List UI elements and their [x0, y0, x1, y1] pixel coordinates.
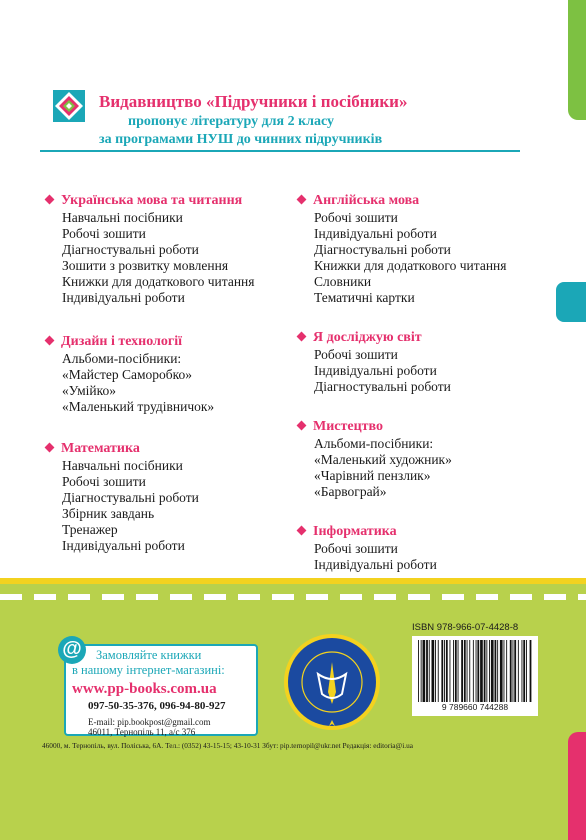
section-title: Інформатика [296, 522, 506, 541]
list-item: «Майстер Саморобко» [62, 367, 193, 382]
list-item: «Чарівний пензлик» [314, 468, 431, 483]
section-design [44, 332, 254, 415]
list-item: Робочі зошити [314, 347, 398, 362]
list-item: Навчальні посібники [62, 210, 183, 225]
order-text-1: Замовляйте книжки [96, 648, 202, 662]
list-item: Індивідуальні роботи [62, 290, 185, 305]
list-item: Індивідуальні роботи [62, 538, 185, 553]
section-math [44, 439, 254, 554]
isbn-text: ISBN 978-966-07-4428-8 [412, 622, 519, 633]
header-divider [40, 150, 520, 152]
list-item: Збірник завдань [62, 506, 155, 521]
barcode [412, 636, 538, 716]
section-title: Українська мова та читання [44, 191, 254, 210]
list-item: «Умійко» [62, 383, 117, 398]
list-item: «Маленький художник» [314, 452, 452, 467]
list-item: Діагностувальні роботи [314, 379, 451, 394]
publisher-title: Видавництво «Підручники і посібники» [99, 92, 408, 111]
list-item: Діагностувальні роботи [314, 242, 451, 257]
yellow-stripe [0, 578, 586, 584]
diamond-bullet-icon [297, 332, 307, 342]
list-item: Індивідуальні роботи [314, 557, 437, 572]
email-text: E-mail: pip.bookpost@gmail.com [88, 717, 211, 727]
edge-tab-teal [556, 282, 586, 322]
list-item: Діагностувальні роботи [62, 490, 199, 505]
edge-tab-green [568, 0, 586, 120]
list-item: Альбоми-посібники: [314, 436, 434, 451]
list-item: Робочі зошити [62, 226, 146, 241]
dashed-decor [0, 594, 586, 600]
list-item: Книжки для додаткового читання [62, 274, 255, 289]
footer-contacts: 46000, м. Тернопіль, вул. Поліська, 6А. Тел.: (0352) 43-15-15; 43-10-31 Збут: pip.ternopil@ukr.net Редакція: editoria@i.ua [42, 741, 413, 750]
list-item: Робочі зошити [314, 541, 398, 556]
list-item: Словники [314, 274, 372, 289]
diamond-bullet-icon [45, 443, 55, 453]
phone-numbers: 097-50-35-376, 096-94-80-927 [88, 700, 226, 712]
list-item: Книжки для додаткового читання [314, 258, 507, 273]
section-title: Мистецтво [296, 417, 506, 436]
header-subtitle: пропонує літературу для 2 класу [128, 114, 335, 129]
right-column [296, 191, 506, 593]
section-title: Я досліджую світ [296, 328, 506, 347]
list-item: Альбоми-посібники: [62, 351, 182, 366]
list-item: Індивідуальні роботи [314, 226, 437, 241]
list-item: Навчальні посібники [62, 458, 183, 473]
diamond-bullet-icon [45, 336, 55, 346]
website-link[interactable]: www.pp-books.com.ua [72, 681, 217, 697]
quality-seal-icon [282, 632, 382, 732]
left-column [44, 191, 254, 574]
header-subtitle-2: за програмами НУШ до чинних підручників [99, 132, 383, 147]
at-icon: @ [58, 636, 86, 664]
section-world [296, 328, 506, 395]
list-item: Робочі зошити [314, 210, 398, 225]
list-item: Зошити з розвитку мовлення [62, 258, 229, 273]
diamond-bullet-icon [45, 195, 55, 205]
list-item: Діагностувальні роботи [62, 242, 199, 257]
postal-address: 46011, Тернопіль 11, а/с 376 [88, 727, 196, 737]
list-item: «Маленький трудівничок» [62, 399, 215, 414]
list-item: «Барвограй» [314, 484, 387, 499]
barcode-bars-icon [418, 640, 532, 702]
section-title: Математика [44, 439, 254, 458]
list-item: Тематичні картки [314, 290, 415, 305]
publisher-logo-icon [52, 89, 86, 123]
list-item: Робочі зошити [62, 474, 146, 489]
barcode-digits: 9 789660 744288 [441, 702, 509, 712]
section-ukrainian [44, 191, 254, 306]
section-informatics [296, 522, 506, 573]
section-title: Дизайн і технології [44, 332, 254, 351]
diamond-bullet-icon [297, 421, 307, 431]
order-text-2: в нашому інтернет-магазині: [72, 663, 225, 677]
section-title: Англійська мова [296, 191, 506, 210]
section-art [296, 417, 506, 500]
list-item: Індивідуальні роботи [314, 363, 437, 378]
diamond-bullet-icon [297, 526, 307, 536]
section-english [296, 191, 506, 306]
list-item: Тренажер [62, 522, 118, 537]
diamond-bullet-icon [297, 195, 307, 205]
